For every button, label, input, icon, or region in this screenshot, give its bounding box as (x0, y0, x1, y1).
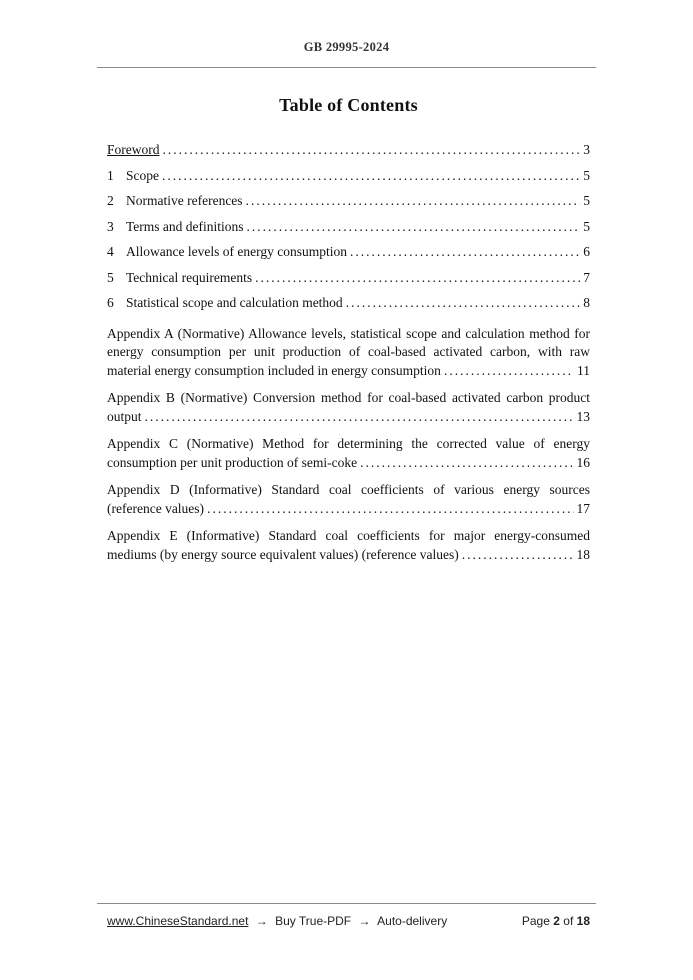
total-pages: 18 (576, 914, 590, 928)
appendix-line: (reference values) (107, 500, 205, 516)
footer-row (107, 914, 590, 928)
appendix-line: Appendix C (Normative) Method for determining the corrected value of energy (107, 436, 590, 451)
dot-leader (207, 500, 573, 519)
footer-branding (107, 914, 447, 928)
toc-entry-allowance-levels (107, 244, 590, 260)
toc-entry-page: 16 (576, 454, 590, 470)
toc-appendices (107, 325, 590, 565)
toc-entry-page: 8 (583, 295, 590, 310)
dot-leader (346, 295, 581, 311)
table-of-contents (107, 142, 590, 311)
toc-entry-page: 11 (577, 362, 590, 378)
toc-entry-label: Allowance levels of energy consumption (126, 244, 347, 259)
dot-leader (145, 408, 574, 427)
dot-leader (163, 142, 581, 158)
toc-entry-label: Normative references (126, 193, 243, 208)
dot-leader (462, 546, 574, 565)
toc-entry-page: 5 (583, 193, 590, 208)
arrow-icon: → (358, 914, 371, 928)
toc-entry-statistical-scope (107, 295, 590, 311)
toc-entry-appendix-c (107, 435, 590, 472)
appendix-line: Appendix E (Informative) Standard coal coefficients for major energy-consumed (107, 528, 590, 543)
toc-entry-appendix-e (107, 527, 590, 564)
toc-entry-appendix-d (107, 481, 590, 518)
dot-leader (246, 193, 581, 209)
appendix-last-line (107, 362, 590, 381)
appendix-line: material energy consumption included in energy consumption (107, 362, 441, 378)
toc-entry-technical-requirements (107, 270, 590, 286)
toc-entry-appendix-a (107, 325, 590, 381)
toc-entry-page: 7 (583, 269, 590, 285)
toc-entry-foreword[interactable] (107, 142, 590, 158)
standard-number: GB 29995-2024 (303, 40, 390, 54)
appendix-line: Appendix A (Normative) Allowance levels, statistical scope and calculation method for (107, 325, 590, 341)
page-label: Page (521, 914, 550, 928)
toc-entry-number: 4 (107, 244, 114, 259)
dot-leader (350, 244, 580, 260)
dot-leader (247, 219, 581, 235)
auto-delivery-label: Auto-delivery (377, 914, 448, 928)
toc-entry-page: 5 (583, 218, 590, 234)
toc-entry-appendix-b (107, 389, 590, 426)
appendix-last-line (107, 454, 590, 473)
toc-entry-page: 5 (583, 167, 590, 183)
toc-entry-page: 18 (576, 546, 590, 562)
dot-leader (360, 454, 573, 473)
dot-leader (162, 168, 580, 184)
header-rule (97, 67, 596, 68)
page-footer (0, 903, 693, 928)
site-link[interactable]: www.ChineseStandard.net (107, 914, 249, 928)
appendix-last-line (107, 500, 590, 519)
appendix-line: mediums (by energy source equivalent values) (reference values) (107, 546, 459, 562)
appendix-line: Appendix B (Normative) Conversion method for coal-based activated carbon product (107, 390, 590, 405)
toc-entry-number: 5 (107, 269, 114, 285)
toc-entry-number: 6 (107, 295, 114, 310)
toc-entry-scope (107, 168, 590, 184)
page-header (0, 0, 693, 68)
page-content (107, 95, 590, 564)
dot-leader (444, 362, 574, 381)
toc-entry-page: 13 (576, 408, 590, 424)
toc-entry-page: 3 (583, 142, 590, 157)
appendix-line: energy consumption per unit production of coal-based activated carbon, with raw (107, 344, 590, 359)
toc-entry-normative-references (107, 193, 590, 209)
toc-entry-label: Technical requirements (126, 269, 253, 285)
appendix-line: Appendix D (Informative) Standard coal coefficients of various energy sources (107, 482, 590, 497)
toc-entry-label: Scope (126, 167, 159, 183)
arrow-icon: → (255, 914, 268, 928)
appendix-last-line (107, 546, 590, 565)
toc-entry-number: 1 (107, 167, 114, 183)
toc-entry-label: Terms and definitions (126, 218, 244, 234)
dot-leader (255, 270, 580, 286)
page-title: Table of Contents (279, 95, 418, 115)
page-indicator (522, 914, 590, 928)
toc-entry-page: 6 (583, 244, 590, 259)
appendix-line: output (107, 408, 142, 424)
footer-rule (97, 903, 596, 904)
current-page-number: 2 (553, 914, 560, 928)
toc-entry-number: 3 (107, 218, 114, 234)
toc-entry-label[interactable]: Foreword (107, 142, 160, 157)
appendix-line: consumption per unit production of semi-coke (107, 454, 358, 470)
toc-entry-label: Statistical scope and calculation method (126, 295, 343, 310)
toc-entry-page: 17 (576, 500, 590, 516)
toc-entry-number: 2 (107, 193, 114, 208)
of-label: of (563, 914, 574, 928)
toc-entry-terms-definitions (107, 219, 590, 235)
buy-true-pdf-label: Buy True-PDF (275, 914, 352, 928)
appendix-last-line (107, 408, 590, 427)
